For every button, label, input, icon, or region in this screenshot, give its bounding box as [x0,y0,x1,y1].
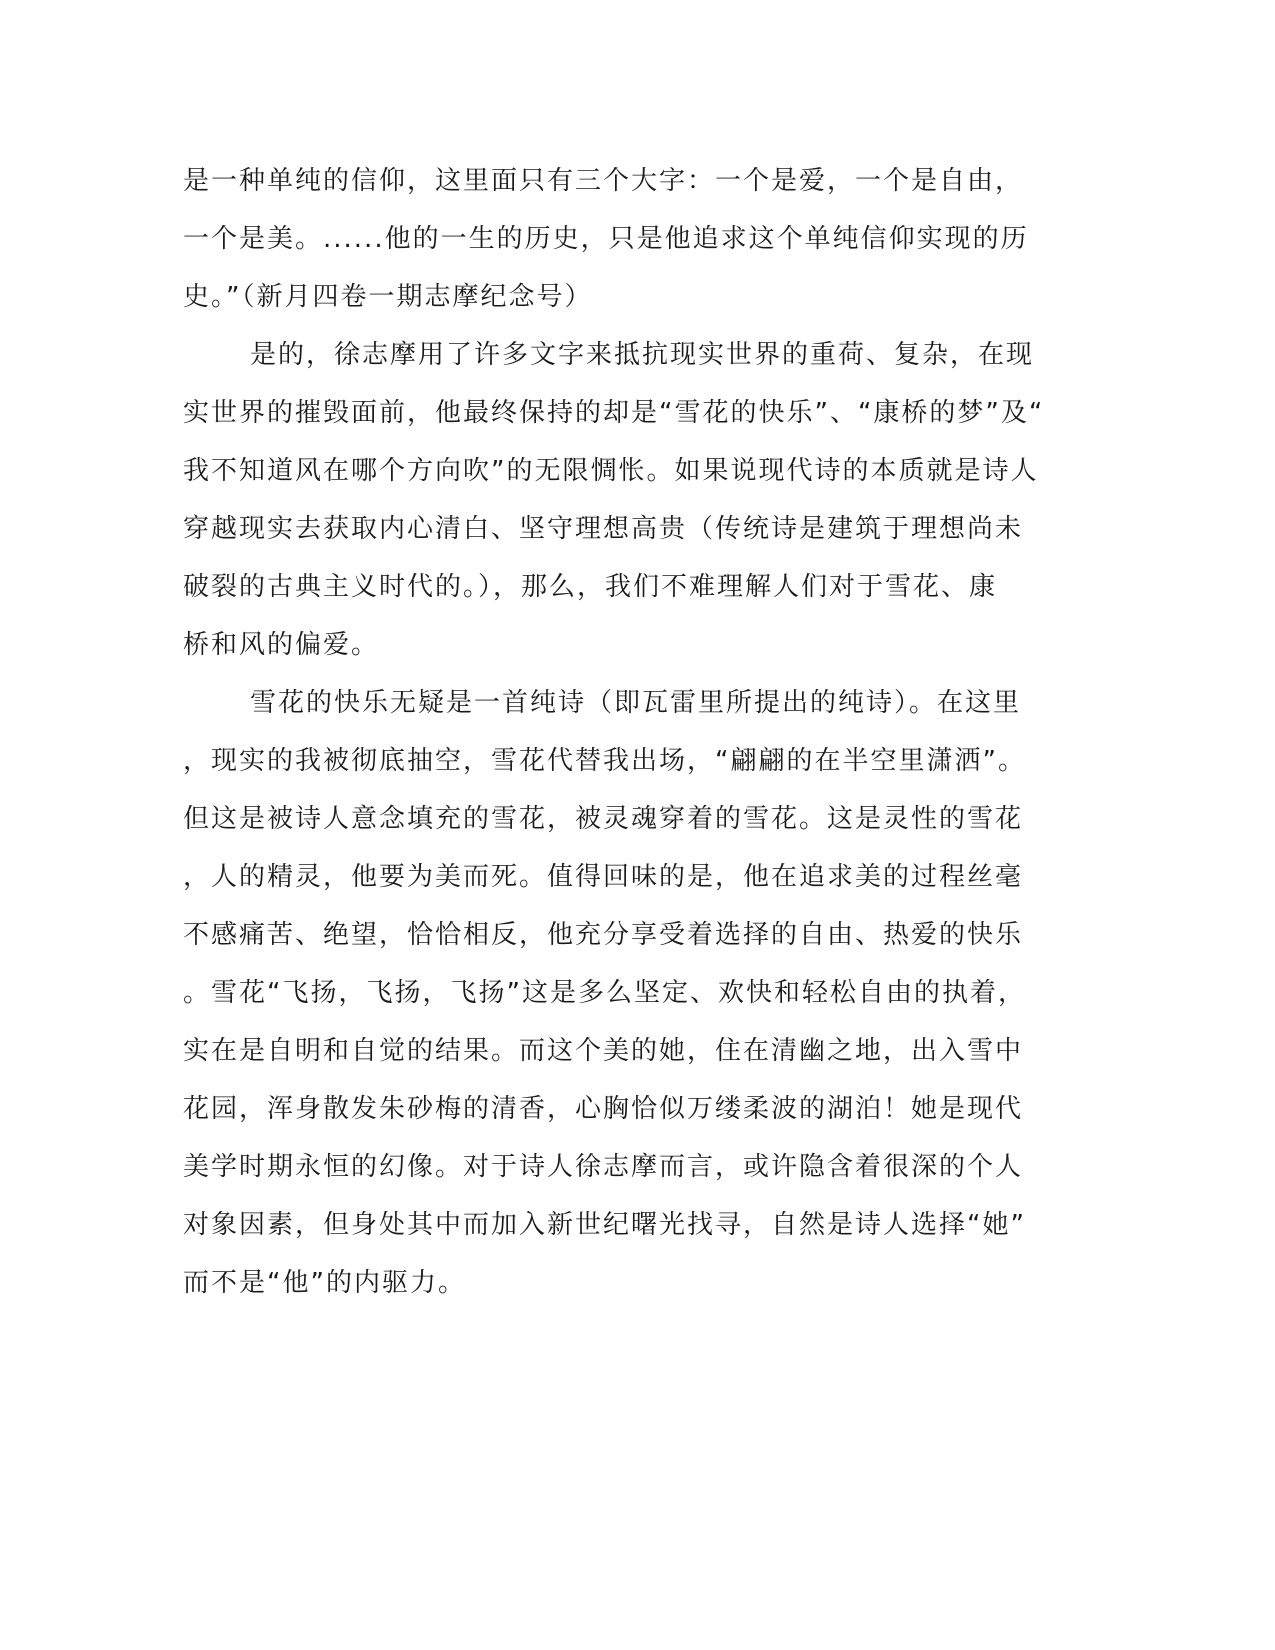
text-line: 实在是自明和自觉的结果。而这个美的她，住在清幽之地，出入雪中 [183,1036,1024,1066]
text-line: 美学时期永恒的幻像。对于诗人徐志摩而言，或许隐含着很深的个人 [183,1152,1024,1182]
text-line: 但这是被诗人意念填充的雪花，被灵魂穿着的雪花。这是灵性的雪花 [183,804,1024,834]
text-line: 而不是“他”的内驱力。 [183,1268,466,1298]
text-line: 。雪花“飞扬，飞扬，飞扬”这是多么坚定、欢快和轻松自由的执着， [183,978,1026,1008]
text-line: 破裂的古典主义时代的。），那么，我们不难理解人们对于雪花、康 [183,572,998,602]
text-line: 对象因素，但身处其中而加入新世纪曙光找寻，自然是诗人选择“她” [183,1210,1026,1240]
text-line: 不感痛苦、绝望，恰恰相反，他充分享受着选择的自由、热爱的快乐 [183,920,1024,950]
text-line: 是一种单纯的信仰，这里面只有三个大字：一个是爱，一个是自由， [183,166,1024,196]
paragraph-first-line: 雪花的快乐无疑是一首纯诗（即瓦雷里所提出的纯诗）。在这里 [250,688,1022,718]
text-line: 桥和风的偏爱。 [183,630,380,660]
text-line: 花园，浑身散发朱砂梅的清香，心胸恰似万缕柔波的湖泊！她是现代 [183,1094,1024,1124]
text-line: 史。”（新月四卷一期志摩纪念号） [183,282,593,312]
text-line: 实世界的摧毁面前，他最终保持的却是“雪花的快乐”、“康桥的梦”及“ [183,398,1045,428]
text-line: 一个是美。......他的一生的历史，只是他追求这个单纯信仰实现的历 [183,224,1029,254]
paragraph-first-line: 是的，徐志摩用了许多文字来抵抗现实世界的重荷、复杂，在现 [250,340,1035,370]
text-line: 我不知道风在哪个方向吹”的无限惆怅。如果说现代诗的本质就是诗人 [183,456,1039,486]
text-line: 穿越现实去获取内心清白、坚守理想高贵（传统诗是建筑于理想尚未 [183,514,1024,544]
text-line: ，现实的我被彻底抽空，雪花代替我出场，“翩翩的在半空里潇洒”。 [183,746,1026,776]
text-line: ，人的精灵，他要为美而死。值得回味的是，他在追求美的过程丝毫 [183,862,1024,892]
